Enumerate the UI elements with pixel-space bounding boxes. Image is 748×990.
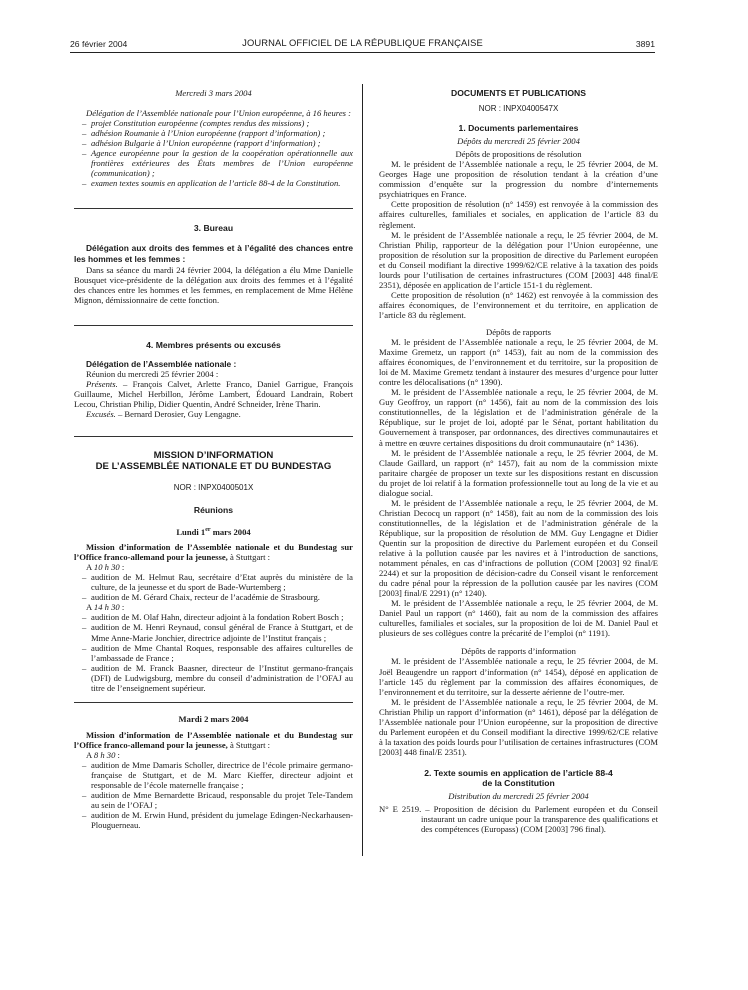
t3-auditions-list (74, 760, 353, 830)
e2519-label: N° E 2519. (379, 804, 422, 815)
dash-bullet: – (82, 612, 87, 623)
list-item (82, 612, 353, 622)
list-item-text: audition de Mme Damaris Scholler, directrice de l’école primaire germano-française de Stuttgart, et de M. Marc Kieffer, directeur adjoint et responsable de l’école maternelle française ; (91, 759, 353, 791)
list-item-text: audition de M. Erwin Hund, président du jumelage Edingen-Neckarhausen-Plouguerneau. (91, 810, 353, 831)
section-texte-soumis-l2: de la Constitution (482, 778, 555, 788)
paragraph: Cette proposition de résolution (n° 1462) est renvoyée à la commission des affaires économiques, de l’environnement et du territoire, en application de l’article 83 du règlement. (379, 289, 658, 320)
paragraph: Cette proposition de résolution (n° 1459) est renvoyée à la commission des affaires culturelles, familiales et sociales, en application de l’article 83 du règlement. (379, 199, 658, 230)
journal-title: JOURNAL OFFICIEL DE LA RÉPUBLIQUE FRANÇAISE (242, 37, 483, 48)
header-date: 26 février 2004 (70, 39, 128, 49)
list-item (82, 572, 353, 592)
lundi-intro-bold: Mission d’information de l’Assemblée nationale et du Bundestag sur l’Office franco-allemand pour la jeunesse, (74, 542, 353, 563)
t1-auditions-list (74, 572, 353, 602)
divider (74, 702, 353, 703)
list-item (82, 810, 353, 830)
membres-reunion: Réunion du mercredi 25 février 2004 : (86, 368, 219, 379)
section-bureau-title: 3. Bureau (193, 223, 234, 234)
list-item-text: audition de M. Franck Baasner, directeur de l’Institut germano-français (DFI) de Ludwigsburg, membre du conseil d’administration de l’OFAJ au titre de l’enseignement supérieur. (91, 662, 353, 693)
excuses-text: – Bernard Derosier, Guy Lengagne. (117, 409, 241, 420)
delegation-agenda-list (74, 118, 353, 188)
time-0830 (74, 750, 353, 760)
bureau-subtitle: Délégation aux droits des femmes et à l’égalité des chances entre les hommes et les femmes : (74, 243, 353, 264)
distribution-date: Distribution du mercredi 25 février 2004 (448, 791, 589, 802)
excuses-paragraph (74, 409, 353, 419)
list-item (82, 790, 353, 810)
bureau-text: Dans sa séance du mardi 24 février 2004, la délégation a élu Mme Danielle Bousquet vice-présidente de la délégation aux droits des femmes et à l’égalité des chances entre les hommes et les femmes, en remplacement de Mme Hélène Mignon, démissionnaire de cette fonction. (74, 264, 353, 305)
excuses-label: Excusés. (86, 409, 116, 420)
column-divider (362, 84, 363, 856)
lundi-intro-place: à Stuttgart : (229, 552, 271, 563)
right-column (379, 84, 658, 834)
dash-bullet: – (82, 622, 87, 633)
documents-title: DOCUMENTS ET PUBLICATIONS (451, 88, 586, 98)
dash-bullet: – (82, 810, 87, 821)
list-item-text: audition de M. Olaf Hahn, directeur adjoint à la fondation Robert Bosch ; (91, 612, 344, 623)
time-1430-label: A 14 h 30 : (86, 602, 125, 613)
mardi-intro-place: à Stuttgart : (229, 739, 271, 750)
section-texte-soumis-l1: 2. Texte soumis en application de l’article 88-4 (424, 767, 613, 778)
paragraph: M. le président de l’Assemblée nationale a reçu, le 25 février 2004, de M. Christian Philip, rapporteur de la délégation pour l’Union européenne, une proposition de résolution sur la proposition de directive du Parlement européen et du Conseil modifiant la directive 1999/62/CE relative à la taxation des poids lourds pour l’utilisation de certaines infrastructures (COM [2003] 448 final/E 2351), déposée en application de l’article 151-1 du règlement. (379, 229, 658, 290)
list-item-text: audition de Mme Bernardette Bricaud, responsable du projet Tele-Tandem au sein de l’OFAJ ; (91, 790, 353, 811)
list-item-text: audition de Mme Chantal Roques, responsable des affaires culturelles de l’ambassade de France ; (91, 642, 353, 663)
presents-paragraph (74, 379, 353, 409)
e2519-text: – Proposition de décision du Parlement européen et du Conseil instaurant un cadre unique pour la transparence des qualifications et des compétences (Europass) (COM [2003] 796 final). (421, 804, 658, 835)
divider (74, 208, 353, 209)
presents-text: – François Calvet, Arlette Franco, Daniel Garrigue, François Guillaume, Michel Herbillon, Jérôme Lambert, Édouard Landrain, Robert Lecou, Christian Philip, Didier Quentin, André Schneider, Irène Tharin. (74, 378, 353, 409)
paragraph: M. le président de l’Assemblée nationale a reçu, le 25 février 2004, de M. Daniel Paul un rapport (n° 1460), fait au nom de la commission des affaires culturelles, familiales et sociales, sur la proposition de loi de M. Daniel Paul et plusieurs de ses collègues contre la précarité de l’emploi (n° 1191). (379, 598, 658, 639)
list-item-text: Agence européenne pour la gestion de la coopération opérationnelle aux frontières extérieures des États membres de l’Union européenne (communication) ; (91, 148, 353, 179)
dash-bullet: – (82, 642, 87, 653)
list-item (82, 622, 353, 642)
mardi-intro (74, 730, 353, 750)
section-membres-title: 4. Membres présents ou excusés (146, 339, 281, 350)
mission-nor: NOR : INPX0400501X (173, 483, 254, 493)
reunions-title: Réunions (193, 505, 234, 516)
list-item (82, 643, 353, 663)
paragraph: M. le président de l’Assemblée nationale a reçu, le 25 février 2004, de M. Christian Philip un rapport d’information (n° 1461), déposé par la délégation de l’Assemblée nationale pour l’Union européenne, sur la proposition de directive du Parlement européen et du Conseil modifiant la directive 1999/62/CE relative à la taxation des poids lourds pour l’utilisation de certaines infrastructures (COM [2003] 448 final/E 2351). (379, 696, 658, 757)
dash-bullet: – (82, 178, 87, 189)
resolution-paragraphs (379, 159, 658, 320)
list-item (82, 138, 353, 148)
time-1030-label: A 10 h 30 : (86, 562, 125, 573)
mardi-intro-bold: Mission d’information de l’Assemblée nationale et du Bundestag sur l’Office franco-allemand pour la jeunesse, (74, 729, 353, 750)
sub-rapports-information: Dépôts de rapports d’information (461, 646, 576, 657)
delegation-intro: Délégation de l’Assemblée nationale pour l’Union européenne, à 16 heures : (86, 108, 351, 119)
mission-title-line2: DE L’ASSEMBLÉE NATIONALE ET DU BUNDESTAG (95, 461, 332, 473)
lundi-date: Lundi 1er mars 2004 (176, 527, 251, 538)
mission-title-line1: MISSION D’INFORMATION (153, 450, 274, 462)
page-header (70, 37, 655, 53)
list-item (82, 760, 353, 790)
sub-rapports: Dépôts de rapports (486, 326, 551, 337)
lundi-intro (74, 542, 353, 562)
dash-bullet: – (82, 148, 87, 159)
dash-bullet: – (82, 572, 87, 583)
list-item (82, 663, 353, 693)
list-item-text: audition de M. Henri Reynaud, consul général de France à Stuttgart, et de Mme Anne-Marie Jonchier, directrice adjointe de l’Institut français ; (91, 622, 353, 643)
presents-label: Présents. (86, 378, 118, 389)
divider (74, 325, 353, 326)
list-item (82, 178, 353, 188)
information-paragraphs (379, 656, 658, 756)
time-0830-label: A 8 h 30 : (86, 749, 120, 760)
list-item (82, 592, 353, 602)
t2-auditions-list (74, 612, 353, 692)
list-item (82, 148, 353, 178)
paragraph: M. le président de l’Assemblée nationale a reçu, le 25 février 2004, de M. Claude Gaillard, un rapport (n° 1457), fait au nom de la commission mixte paritaire chargée de proposer un texte sur les dispositions restant en discussion du projet de loi relatif à la formation professionnelle tout au long de la vie et au dialogue social. (379, 447, 658, 498)
sub-resolution: Dépôts de propositions de résolution (455, 149, 582, 160)
divider (74, 436, 353, 437)
mardi-date: Mardi 2 mars 2004 (178, 713, 249, 724)
dash-bullet: – (82, 662, 87, 673)
e2519-entry (379, 804, 658, 834)
list-item-text: adhésion Roumanie à l’Union européenne (rapport d’information) ; (91, 128, 326, 139)
list-item (82, 128, 353, 138)
list-item-text: audition de M. Gérard Chaix, recteur de l’académie de Strasbourg. (91, 592, 320, 603)
dash-bullet: – (82, 118, 87, 129)
rapport-paragraphs (379, 337, 658, 638)
dash-bullet: – (82, 128, 87, 139)
time-1030 (74, 562, 353, 572)
paragraph: M. le président de l’Assemblée nationale a reçu, le 25 février 2004, de M. Maxime Gremetz, un rapport (n° 1453), fait au nom de la commission des affaires économiques, de l’environnement et du territoire, sur la proposition de loi de M. Maxime Gremetz tendant à instaurer des mesures d’urgence pour lutter contre les délocalisations (n° 1390). (379, 337, 658, 388)
paragraph: M. le président de l’Assemblée nationale a reçu, le 25 février 2004, de M. Guy Geoffroy, un rapport (n° 1456), fait au nom de la commission des lois constitutionnelles, de la législation et de l’administration générale de la République, sur le projet de loi, adopté par le Sénat, portant habilitation du Gouvernement à transposer, par ordonnances, des directives communautaires et à mettre en œuvre certaines dispositions du droit communautaire (n° 1436). (379, 387, 658, 448)
paragraph: M. le président de l’Assemblée nationale a reçu, le 25 février 2004, de M. Christian Decocq un rapport (n° 1458), fait au nom de la commission des lois constitutionnelles, de la législation et de l’administration générale de la République, sur la proposition de résolution de MM. Guy Lengagne et Didier Quentin sur la proposition de directive du Parlement européen et du Conseil relative à la pollution causée par les navires et à l’introduction de sanctions, notamment pénales, en cas d’infractions de pollution (COM [2003] 92 final/E 2244) et sur la proposition de décision-cadre du Conseil visant le renforcement du cadre pénal pour la répression de la pollution causée par les navires (COM [2003] final/E 2291) (n° 1240). (379, 497, 658, 599)
list-item-text: examen textes soumis en application de l’article 88-4 de la Constitution. (91, 178, 341, 189)
list-item (82, 118, 353, 128)
dash-bullet: – (82, 592, 87, 603)
left-column (74, 84, 353, 830)
list-item-text: adhésion Bulgarie à l’Union européenne (rapport d’information) ; (91, 138, 321, 149)
membres-subtitle: Délégation de l’Assemblée nationale : (86, 358, 237, 369)
paragraph: M. le président de l’Assemblée nationale a reçu, le 25 février 2004, de M. Joël Beaugendre un rapport d’information (n° 1454), déposé en application de l’article 145 du règlement par la commission des affaires économiques, de l’environnement et du territoire, sur la desserte aérienne de l’outre-mer. (379, 656, 658, 697)
list-item-text: projet Constitution européenne (comptes rendus des missions) ; (91, 118, 310, 129)
depots-date: Dépôts du mercredi 25 février 2004 (457, 136, 580, 147)
section-documents-parlementaires: 1. Documents parlementaires (458, 123, 579, 134)
list-item-text: audition de M. Helmut Rau, secrétaire d’Etat auprès du ministère de la culture, de la jeunesse et du sport de Bade-Wurtemberg ; (91, 572, 353, 593)
meeting-date: Mercredi 3 mars 2004 (175, 88, 252, 98)
page-number: 3891 (635, 39, 655, 49)
dash-bullet: – (82, 759, 87, 770)
time-1430 (74, 602, 353, 612)
dash-bullet: – (82, 138, 87, 149)
dash-bullet: – (82, 790, 87, 801)
paragraph: M. le président de l’Assemblée nationale a reçu, le 25 février 2004, de M. Georges Hage une proposition de résolution tendant à la création d’une commission d’enquête sur la progression du nombre d’internements psychiatriques en France. (379, 159, 658, 200)
documents-nor: NOR : INPX0400547X (478, 104, 559, 114)
